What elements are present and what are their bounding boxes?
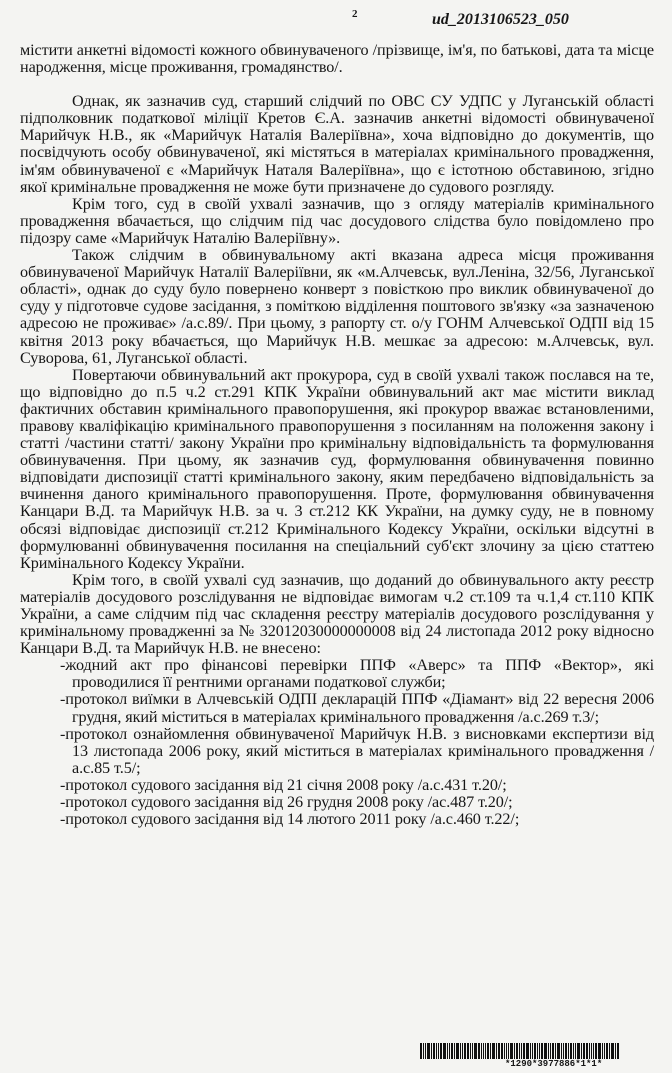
barcode-bar: [573, 1043, 574, 1059]
document-id: ud_2013106523_050: [432, 11, 569, 28]
barcode-bar: [456, 1043, 459, 1059]
barcode-bar: [539, 1043, 540, 1059]
barcode-bar: [462, 1043, 463, 1059]
barcode-bar: [423, 1043, 424, 1059]
barcode-bar: [519, 1043, 520, 1059]
barcode-bar: [604, 1043, 605, 1059]
barcode-bar: [561, 1043, 562, 1059]
barcode-bar: [485, 1043, 486, 1059]
page-number: 2: [352, 8, 358, 20]
barcode-bar: [570, 1043, 572, 1059]
barcode-bar: [575, 1043, 576, 1059]
barcode-bar: [544, 1043, 547, 1059]
barcode-bar: [472, 1043, 473, 1059]
barcode-bar: [504, 1043, 505, 1059]
barcode-image: [420, 1043, 660, 1059]
barcode-bar: [492, 1043, 495, 1059]
barcode-bar: [487, 1043, 489, 1059]
barcode-bar: [523, 1043, 525, 1059]
paragraph: Повертаючи обвинувальний акт прокурора, суд в своїй ухвалі також послався на те, що відповідно до п.5 ч.2 ст.291 КПК України обвинувальний акт має містити виклад фактичних обставин кримінального правопорушення, які прокурор вважає встановленими, правову кваліфікацію кримінального правопорушення з посиланням на положення закону і статті /частини статті/ закону України про кримінальну відповідальність та формулювання обвинувачення. При цьому, як зазначив суд, формулювання обвинувачення повинно відповідати диспозиції статті кримінального закону, яким передбачено відповідальність за вчинення даного кримінального правопорушення. Проте, формулювання обвинувачення Канцари В.Д. та Марийчук Н.В. за ч. 3 ст.212 КК України, на думку суду, не в повному обсязі відповідає диспозиції ст.212 Кримінального Кодексу України, оскільки відсутні в формулюванні обвинувачення посилання на спеціальний суб'єкт злочину за цією статтею Кримінального Кодексу України.: [20, 365, 654, 572]
barcode-bar: [451, 1043, 453, 1059]
paragraph: Однак, як зазначив суд, старший слідчий по ОВС СУ УДПС у Луганській області підполковник податкової міліції Кретов Є.А. зазначив анкетні відомості обвинуваченої Марийчук Н.В., як «Марийчук Наталія Валеріївна», хоча відповідно до документів, що посвідчують особу обвинуваченої, які містяться в матеріалах кримінального провадження, ім'ям обвинуваченої є «Марийчук Наталя Валеріївна», що є істотною обставиною, згідно якої кримінальне провадження не може бути призначене до судового розгляду.: [20, 92, 654, 196]
barcode-bar: [498, 1043, 500, 1059]
barcode-bar: [581, 1043, 582, 1059]
barcode-bar: [433, 1043, 435, 1059]
barcode-bar: [534, 1043, 536, 1059]
barcode-bar: [552, 1043, 554, 1059]
barcode-bar: [598, 1043, 601, 1059]
paragraph: Крім того, в своїй ухвалі суд зазначив, що доданий до обвинувального акту реєстр матеріалів досудового розслідування не відповідає вимогам ч.2 ст.109 та ч.1,4 ст.110 КПК України, а саме слідчим під час складення реєстру матеріалів досудового розслідування у кримінальному провадженні за № 32012030000000008 від 24 листопада 2012 року відносно Канцари В.Д. та Марийчук Н.В. не внесено:: [20, 570, 654, 658]
barcode-bar: [548, 1043, 549, 1059]
barcode-bar: [550, 1043, 551, 1059]
barcode-bar: [478, 1043, 480, 1059]
barcode-bar: [483, 1043, 484, 1059]
barcode-bar: [565, 1043, 567, 1059]
barcode-bar: [474, 1043, 477, 1059]
barcode-bar: [438, 1043, 439, 1059]
barcode-bar: [602, 1043, 603, 1059]
barcode-bar: [420, 1043, 422, 1059]
barcode-bar: [526, 1043, 529, 1059]
barcode-bar: [516, 1043, 518, 1059]
barcode-bar: [537, 1043, 538, 1059]
list-item: -протокол судового засідання від 21 січня 2008 року /а.с.431 т.20/;: [60, 775, 507, 794]
barcode-bar: [449, 1043, 450, 1059]
barcode-bar: [510, 1043, 513, 1059]
barcode-bar: [521, 1043, 522, 1059]
barcode-bar: [530, 1043, 531, 1059]
paragraph: Крім того, суд в своїй ухвалі зазначив, що з огляду матеріалів кримінального провадження вбачається, що слідчим під час досудового слідства було повідомлено про підозру саме «Марийчук Наталію Валеріївну».: [20, 194, 654, 247]
list-item: -протокол судового засідання від 14 лютого 2011 року /а.с.460 т.22/;: [60, 810, 520, 829]
barcode-bar: [611, 1043, 614, 1059]
barcode-bar: [508, 1043, 509, 1059]
paragraph: містити анкетні відомості кожного обвинуваченого /прізвище, ім'я, по батькові, дата та місце народження, місце проживання, громадянство/.: [20, 41, 654, 77]
barcode-bar: [496, 1043, 497, 1059]
barcode-bar: [436, 1043, 437, 1059]
barcode-bar: [606, 1043, 608, 1059]
barcode-bar: [615, 1043, 616, 1059]
barcode-bar: [555, 1043, 556, 1059]
barcode-bar: [617, 1043, 619, 1059]
barcode-text: *1290*3977886*1*1*: [505, 1059, 603, 1069]
missing-materials-list: [20, 657, 654, 828]
barcode-bar: [481, 1043, 482, 1059]
barcode-bar: [583, 1043, 585, 1059]
barcode-bar: [563, 1043, 564, 1059]
barcode-bar: [490, 1043, 491, 1059]
barcode-bar: [464, 1043, 466, 1059]
barcode-bar: [440, 1043, 442, 1059]
barcode-bar: [501, 1043, 503, 1059]
barcode-bar: [460, 1043, 461, 1059]
barcode-bar: [443, 1043, 446, 1059]
barcode-bar: [506, 1043, 507, 1059]
barcode-bar: [425, 1043, 426, 1059]
barcode-bar: [577, 1043, 580, 1059]
barcode-bar: [467, 1043, 469, 1059]
paragraph: Також слідчим в обвинувальному акті вказана адреса місця проживання обвинуваченої Марийчук Наталії Валеріївни, як «м.Алчевськ, вул.Леніна, 32/56, Луганської області», однак до суду було повернено конверт з повісткою про виклик обвинуваченої до суду у підготовче судове засідання, з поміткою відділення поштового зв'язку «за зазначеною адресою не проживає» /а.с.89/. При цьому, з рапорту ст. о/у ГОНМ Алчевської ОДПІ від 15 квітня 2013 року вбачається, що Марийчук Н.В. мешкає за адресою: м.Алчевськ, вул. Суворова, 61, Луганської області.: [20, 246, 654, 367]
barcode-bar: [589, 1043, 590, 1059]
barcode-bar: [541, 1043, 543, 1059]
barcode-bar: [568, 1043, 569, 1059]
barcode-bar: [470, 1043, 471, 1059]
document-body: [20, 42, 654, 828]
barcode-bar: [431, 1043, 432, 1059]
list-item: -протокол виїмки в Алчевській ОДПІ декларацій ППФ «Діамант» від 22 вересня 2006 грудня, який міститься в матеріалах кримінального провадження /а.с.269 т.3/;: [60, 690, 654, 726]
barcode-bar: [427, 1043, 430, 1059]
barcode-bar: [609, 1043, 610, 1059]
barcode-bar: [595, 1043, 597, 1059]
barcode-bar: [514, 1043, 515, 1059]
barcode-bar: [454, 1043, 455, 1059]
barcode-bar: [532, 1043, 533, 1059]
list-item: -протокол ознайомлення обвинуваченої Марийчук Н.В. з висновками експертизи від 13 листопада 2006 року, який міститься в матеріалах кримінального провадження /а.с.85 т.5/;: [60, 724, 654, 777]
barcode-bar: [593, 1043, 594, 1059]
list-item: -протокол судового засідання від 26 грудня 2008 року /ас.487 т.20/;: [60, 793, 513, 812]
barcode-bar: [591, 1043, 592, 1059]
barcode-bar: [586, 1043, 588, 1059]
list-item: -жодний акт про фінансові перевірки ППФ «Аверс» та ППФ «Вектор», які проводилися її рентними органами податкової служби;: [60, 656, 654, 692]
barcode-bar: [557, 1043, 560, 1059]
barcode-bar: [447, 1043, 448, 1059]
